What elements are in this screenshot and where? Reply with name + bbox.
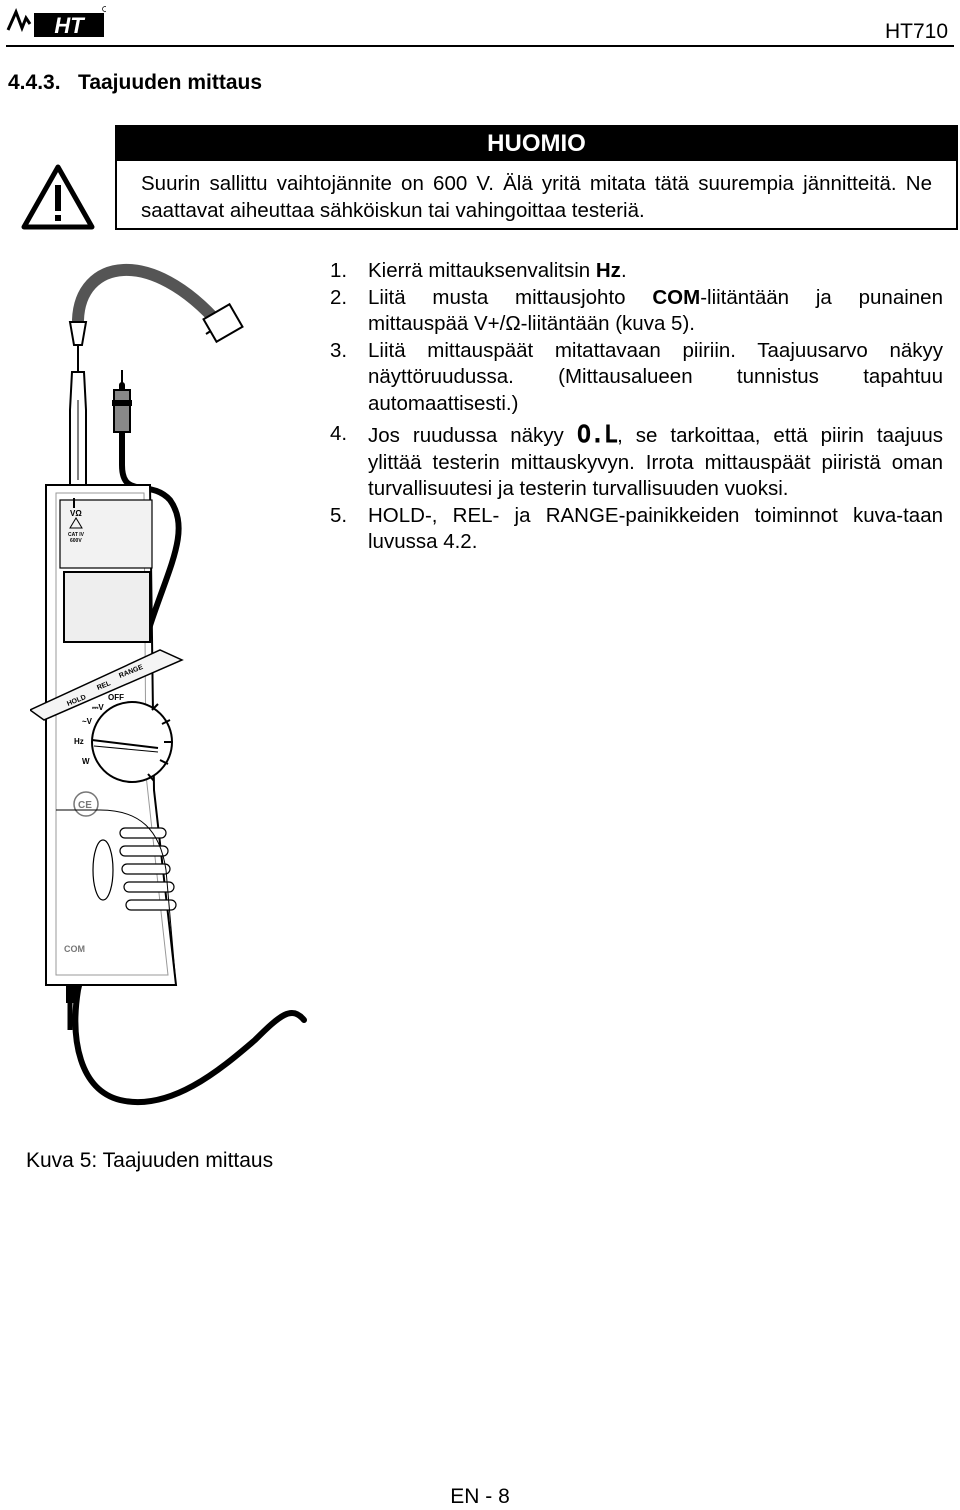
cat-label: CAT IV <box>68 532 85 538</box>
hz-label: Hz <box>74 737 84 746</box>
hold-button-label: HOLD <box>66 693 88 708</box>
step-text: Liitä mittauspäät mitattavaan piiriin. Taajuusarvo näkyy näyttöruudussa. (Mittausalueen tunnistus tapahtuu automaattisesti.) <box>368 338 943 415</box>
ht-logo <box>6 4 106 40</box>
page-number: EN - 8 <box>450 1485 510 1508</box>
brand-text: HT <box>54 13 84 38</box>
warning-heading: HUOMIO <box>117 127 956 161</box>
dcv-label: ⎓V <box>92 703 104 712</box>
voltage-label: 600V <box>70 538 82 544</box>
range-button-label: RANGE <box>118 663 145 680</box>
step-text: Kierrä mittauksenvalitsin <box>368 259 596 282</box>
warning-triangle-icon <box>20 163 96 231</box>
step-3 <box>330 338 943 418</box>
step-text: HOLD-, REL- ja RANGE-painikkeiden toiminnot kuva-taan luvussa 4.2. <box>368 503 943 553</box>
red-probe <box>70 372 86 490</box>
tester-body <box>30 485 182 985</box>
warning-text: Suurin sallittu vaihtojännite on 600 V. Älä yritä mitata tätä suurempia jännitteitä. Ne saattavat aiheuttaa sähköiskun tai vahingoittaa testeriä. <box>141 172 932 222</box>
instruction-list <box>330 258 943 556</box>
step-text: , se tarkoittaa, että piirin taajuus ylittää testerin mittauskyvyn. Irrota mittauspäät piiristä oman turvallisuutesi ja testerin turvallisuuden vuoksi. <box>368 424 943 500</box>
warning-box <box>115 125 958 230</box>
rel-button-label: REL <box>96 680 112 692</box>
step-4 <box>330 421 943 503</box>
figure-caption: Kuva 5: Taajuuden mittaus <box>26 1149 274 1172</box>
black-probe <box>114 390 130 432</box>
model-name: HT710 <box>884 20 948 43</box>
step-5 <box>330 503 943 556</box>
tester-illustration <box>30 250 310 1130</box>
step-text: . <box>620 259 627 282</box>
step-number: 3. <box>330 338 348 362</box>
step-text: Liitä musta mittausjohto <box>368 285 653 309</box>
step-number: 5. <box>330 503 348 527</box>
step-bold: Hz <box>595 259 621 282</box>
vohm-label: VΩ <box>70 509 82 518</box>
acv-label: ~V <box>82 717 93 726</box>
red-probe-cable <box>78 270 220 325</box>
header-rule <box>6 45 954 47</box>
ohm-label: W <box>82 757 90 766</box>
tester-display <box>64 572 150 642</box>
step-bold: COM <box>652 285 701 309</box>
com-label: COM <box>64 944 85 954</box>
step-number: 2. <box>330 285 348 309</box>
step-number: 1. <box>330 259 348 282</box>
overload-display-glyph: O.L <box>576 419 618 449</box>
step-text: Jos ruudussa näkyy <box>368 424 577 447</box>
ce-mark: CE <box>78 800 92 811</box>
step-number: 4. <box>330 422 348 445</box>
step-1 <box>330 258 943 285</box>
step-text: -liitäntään ja punainen mittauspää V+/Ω-liitäntään (kuva 5). <box>368 285 943 335</box>
step-2 <box>330 285 943 338</box>
section-title: 4.4.3. Taajuuden mittaus <box>8 71 263 94</box>
off-label: OFF <box>108 693 124 702</box>
